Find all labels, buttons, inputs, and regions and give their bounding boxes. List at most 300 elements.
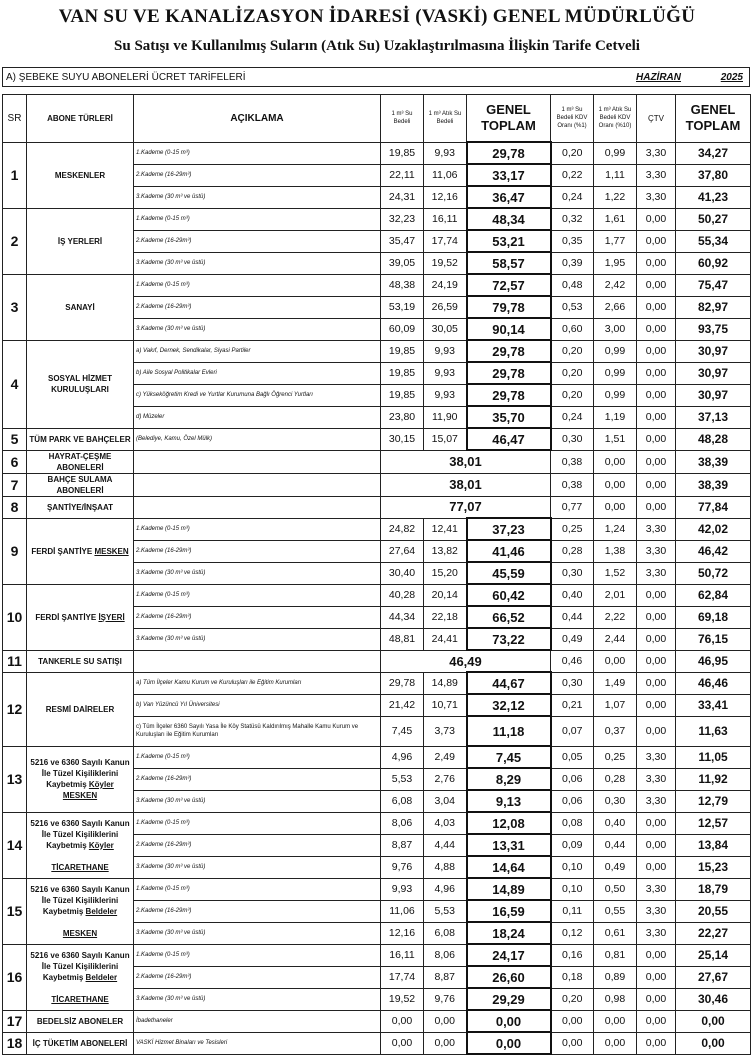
description: a) Tüm İlçeler Kamu Kurum ve Kuruluşları ile Eğitim Kurumları xyxy=(134,672,381,694)
total-price: 32,12 xyxy=(467,694,551,716)
ctv-value: 0,00 xyxy=(637,473,676,496)
water-price: 8,87 xyxy=(381,834,424,856)
total-price: 33,17 xyxy=(467,164,551,186)
water-price: 48,81 xyxy=(381,628,424,650)
table-row xyxy=(3,746,751,768)
total-price: 26,60 xyxy=(467,966,551,988)
ctv-value: 0,00 xyxy=(637,1010,676,1032)
total-price: 58,57 xyxy=(467,252,551,274)
wastewater-price: 13,82 xyxy=(424,540,467,562)
total-price: 12,08 xyxy=(467,812,551,834)
water-price: 7,45 xyxy=(381,716,424,746)
total-price: 48,34 xyxy=(467,208,551,230)
header-sr: SR xyxy=(3,95,27,143)
subscriber-type-line: 5216 ve 6360 Sayılı Kanun xyxy=(30,950,130,960)
kdv10-value: 0,55 xyxy=(594,900,637,922)
kdv10-value: 0,81 xyxy=(594,944,637,966)
water-price: 27,64 xyxy=(381,540,424,562)
description: 1.Kademe (0-15 m³) xyxy=(134,878,381,900)
kdv10-value: 0,37 xyxy=(594,716,637,746)
ctv-value: 0,00 xyxy=(637,230,676,252)
ctv-value: 3,30 xyxy=(637,746,676,768)
subscriber-type-line: SOSYAL HİZMET xyxy=(47,374,112,383)
water-price: 4,96 xyxy=(381,746,424,768)
kdv1-value: 0,20 xyxy=(551,362,594,384)
total-merged: 77,07 xyxy=(381,496,551,518)
description: 1.Kademe (0-15 m³) xyxy=(134,518,381,540)
table-row xyxy=(3,428,751,450)
description: (Belediye, Kamu, Özel Mülk) xyxy=(134,428,381,450)
ctv-value: 0,00 xyxy=(637,944,676,966)
water-price: 35,47 xyxy=(381,230,424,252)
description: 2.Kademe (16-29m³) xyxy=(134,768,381,790)
subscriber-type-line: SANAYİ xyxy=(65,302,95,312)
header-wastewater: 1 m³ Atık Su Bedeli xyxy=(424,95,467,143)
water-price: 40,28 xyxy=(381,584,424,606)
grand-total: 20,55 xyxy=(676,900,751,922)
total-price: 53,21 xyxy=(467,230,551,252)
total-price: 29,78 xyxy=(467,384,551,406)
kdv1-value: 0,10 xyxy=(551,856,594,878)
grand-total: 25,14 xyxy=(676,944,751,966)
total-price: 29,78 xyxy=(467,340,551,362)
row-number: 13 xyxy=(3,746,27,812)
description: 1.Kademe (0-15 m³) xyxy=(134,208,381,230)
water-price: 29,78 xyxy=(381,672,424,694)
description: 2.Kademe (16-29m³) xyxy=(134,834,381,856)
total-price: 0,00 xyxy=(467,1032,551,1054)
kdv1-value: 0,20 xyxy=(551,384,594,406)
total-price: 60,42 xyxy=(467,584,551,606)
subscriber-type-line: Beldeler xyxy=(85,972,118,982)
subscriber-type-line: 5216 ve 6360 Sayılı Kanun xyxy=(30,758,130,767)
water-price: 19,85 xyxy=(381,340,424,362)
water-price: 24,82 xyxy=(381,518,424,540)
total-price: 8,29 xyxy=(467,768,551,790)
description: c) Yükseköğretim Kredi ve Yurtlar Kurumuna Bağlı Öğrenci Yurtları xyxy=(134,384,381,406)
ctv-value: 0,00 xyxy=(637,650,676,672)
total-price: 35,70 xyxy=(467,406,551,428)
total-price: 41,46 xyxy=(467,540,551,562)
kdv10-value: 1,19 xyxy=(594,406,637,428)
total-merged: 46,49 xyxy=(381,650,551,672)
ctv-value: 0,00 xyxy=(637,274,676,296)
ctv-value: 0,00 xyxy=(637,584,676,606)
section-year: 2025 xyxy=(720,72,743,83)
total-price: 18,24 xyxy=(467,922,551,944)
subscriber-type-line: RESMİ DAİRELER xyxy=(45,704,115,714)
wastewater-price: 12,41 xyxy=(424,518,467,540)
kdv1-value: 0,30 xyxy=(551,562,594,584)
description xyxy=(134,650,381,672)
subscriber-type xyxy=(27,672,134,746)
section-month: HAZİRAN xyxy=(636,72,681,83)
water-price: 39,05 xyxy=(381,252,424,274)
kdv1-value: 0,18 xyxy=(551,966,594,988)
description: b) Van Yüzüncü Yıl Üniversitesi xyxy=(134,694,381,716)
description xyxy=(134,496,381,518)
grand-total: 37,80 xyxy=(676,164,751,186)
subscriber-type-line: İŞ YERLERİ xyxy=(57,236,103,246)
kdv1-value: 0,28 xyxy=(551,540,594,562)
kdv10-value: 1,24 xyxy=(594,518,637,540)
row-number: 15 xyxy=(3,878,27,944)
kdv1-value: 0,20 xyxy=(551,340,594,362)
wastewater-price: 5,53 xyxy=(424,900,467,922)
grand-total: 93,75 xyxy=(676,318,751,340)
table-row xyxy=(3,142,751,164)
table-row xyxy=(3,878,751,900)
subscriber-type-line: İle Tüzel Kişiliklerini xyxy=(41,769,119,778)
kdv1-value: 0,30 xyxy=(551,428,594,450)
wastewater-price: 8,06 xyxy=(424,944,467,966)
kdv10-value: 0,00 xyxy=(594,650,637,672)
table-row xyxy=(3,208,751,230)
ctv-value: 0,00 xyxy=(637,362,676,384)
ctv-value: 0,00 xyxy=(637,252,676,274)
total-price: 44,67 xyxy=(467,672,551,694)
document-title: VAN SU VE KANALİZASYON İDARESİ (VASKİ) GENEL MÜDÜRLÜĞÜ xyxy=(58,6,696,27)
table-row xyxy=(3,274,751,296)
total-merged: 38,01 xyxy=(381,450,551,473)
kdv1-value: 0,06 xyxy=(551,768,594,790)
ctv-value: 3,30 xyxy=(637,900,676,922)
subscriber-type xyxy=(27,340,134,428)
subscriber-type xyxy=(27,450,134,473)
row-number: 5 xyxy=(3,428,27,450)
kdv1-value: 0,10 xyxy=(551,878,594,900)
wastewater-price: 10,71 xyxy=(424,694,467,716)
kdv10-value: 0,40 xyxy=(594,812,637,834)
ctv-value: 0,00 xyxy=(637,966,676,988)
wastewater-price: 0,00 xyxy=(424,1032,467,1054)
grand-total: 38,39 xyxy=(676,450,751,473)
water-price: 24,31 xyxy=(381,186,424,208)
header-kdv1: 1 m³ Su Bedeli KDV Oranı (%1) xyxy=(551,95,594,143)
wastewater-price: 12,16 xyxy=(424,186,467,208)
grand-total: 46,46 xyxy=(676,672,751,694)
kdv1-value: 0,38 xyxy=(551,450,594,473)
row-number: 7 xyxy=(3,473,27,496)
wastewater-price: 30,05 xyxy=(424,318,467,340)
grand-total: 30,97 xyxy=(676,384,751,406)
kdv10-value: 0,99 xyxy=(594,340,637,362)
table-row xyxy=(3,518,751,540)
kdv1-value: 0,32 xyxy=(551,208,594,230)
kdv1-value: 0,25 xyxy=(551,518,594,540)
wastewater-price: 0,00 xyxy=(424,1010,467,1032)
ctv-value: 0,00 xyxy=(637,988,676,1010)
kdv10-value: 1,11 xyxy=(594,164,637,186)
description: a) Vakıf, Dernek, Sendikalar, Siyasi Partiler xyxy=(134,340,381,362)
subscriber-type-line: Kaybetmiş xyxy=(42,972,86,982)
subscriber-type-line: Köyler xyxy=(88,840,114,850)
subscriber-type-line: İle Tüzel Kişiliklerini xyxy=(41,895,119,905)
total-price: 37,23 xyxy=(467,518,551,540)
grand-total: 27,67 xyxy=(676,966,751,988)
wastewater-price: 3,73 xyxy=(424,716,467,746)
kdv1-value: 0,44 xyxy=(551,606,594,628)
description: 1.Kademe (0-15 m³) xyxy=(134,142,381,164)
description: 1.Kademe (0-15 m³) xyxy=(134,944,381,966)
wastewater-price: 9,93 xyxy=(424,384,467,406)
kdv1-value: 0,46 xyxy=(551,650,594,672)
kdv1-value: 0,60 xyxy=(551,318,594,340)
description: 2.Kademe (16-29m³) xyxy=(134,900,381,922)
kdv10-value: 0,89 xyxy=(594,966,637,988)
kdv10-value: 2,42 xyxy=(594,274,637,296)
description: 2.Kademe (16-29m³) xyxy=(134,540,381,562)
description xyxy=(134,450,381,473)
subscriber-type-line: FERDİ ŞANTİYE xyxy=(31,546,95,556)
subscriber-type xyxy=(27,1010,134,1032)
water-price: 9,93 xyxy=(381,878,424,900)
subscriber-type-line: MESKEN xyxy=(94,546,129,556)
subscriber-type xyxy=(27,518,134,584)
kdv10-value: 0,00 xyxy=(594,1032,637,1054)
ctv-value: 3,30 xyxy=(637,164,676,186)
subscriber-type-line: İle Tüzel Kişiliklerini xyxy=(41,829,119,839)
description: b) Aile Sosyal Politikalar Evleri xyxy=(134,362,381,384)
wastewater-price: 16,11 xyxy=(424,208,467,230)
wastewater-price: 4,03 xyxy=(424,812,467,834)
water-price: 8,06 xyxy=(381,812,424,834)
water-price: 11,06 xyxy=(381,900,424,922)
ctv-value: 3,30 xyxy=(637,540,676,562)
grand-total: 11,63 xyxy=(676,716,751,746)
total-price: 7,45 xyxy=(467,746,551,768)
description: 2.Kademe (16-29m³) xyxy=(134,966,381,988)
header-type: ABONE TÜRLERİ xyxy=(27,95,134,143)
kdv1-value: 0,09 xyxy=(551,834,594,856)
subscriber-type xyxy=(27,496,134,518)
kdv1-value: 0,11 xyxy=(551,900,594,922)
table-row xyxy=(3,944,751,966)
grand-total: 22,27 xyxy=(676,922,751,944)
row-number: 4 xyxy=(3,340,27,428)
kdv1-value: 0,77 xyxy=(551,496,594,518)
water-price: 5,53 xyxy=(381,768,424,790)
total-price: 14,64 xyxy=(467,856,551,878)
grand-total: 46,95 xyxy=(676,650,751,672)
subscriber-type-line: ABONELERİ xyxy=(56,462,104,472)
subscriber-type xyxy=(27,944,134,1010)
total-price: 73,22 xyxy=(467,628,551,650)
kdv10-value: 1,77 xyxy=(594,230,637,252)
kdv1-value: 0,08 xyxy=(551,812,594,834)
ctv-value: 3,30 xyxy=(637,878,676,900)
table-row xyxy=(3,584,751,606)
subscriber-type xyxy=(27,208,134,274)
grand-total: 18,79 xyxy=(676,878,751,900)
wastewater-price: 4,88 xyxy=(424,856,467,878)
water-price: 17,74 xyxy=(381,966,424,988)
total-price: 24,17 xyxy=(467,944,551,966)
water-price: 23,80 xyxy=(381,406,424,428)
ctv-value: 3,30 xyxy=(637,142,676,164)
kdv1-value: 0,24 xyxy=(551,186,594,208)
table-row xyxy=(3,340,751,362)
kdv1-value: 0,05 xyxy=(551,746,594,768)
kdv10-value: 0,28 xyxy=(594,768,637,790)
wastewater-price: 11,06 xyxy=(424,164,467,186)
water-price: 12,16 xyxy=(381,922,424,944)
table-row xyxy=(3,1010,751,1032)
total-merged: 38,01 xyxy=(381,473,551,496)
table-row xyxy=(3,1032,751,1054)
row-number: 8 xyxy=(3,496,27,518)
kdv10-value: 1,52 xyxy=(594,562,637,584)
grand-total: 30,97 xyxy=(676,362,751,384)
ctv-value: 0,00 xyxy=(637,208,676,230)
description: 2.Kademe (16-29m³) xyxy=(134,164,381,186)
subscriber-type-line: Köyler MESKEN xyxy=(62,780,114,800)
description: d) Müzeler xyxy=(134,406,381,428)
water-price: 30,15 xyxy=(381,428,424,450)
table-row xyxy=(3,672,751,694)
kdv10-value: 1,95 xyxy=(594,252,637,274)
grand-total: 11,92 xyxy=(676,768,751,790)
kdv10-value: 2,44 xyxy=(594,628,637,650)
total-price: 13,31 xyxy=(467,834,551,856)
kdv1-value: 0,00 xyxy=(551,1032,594,1054)
kdv10-value: 0,99 xyxy=(594,384,637,406)
grand-total: 0,00 xyxy=(676,1010,751,1032)
grand-total: 33,41 xyxy=(676,694,751,716)
subscriber-type xyxy=(27,878,134,944)
subscriber-type-line: 5216 ve 6360 Sayılı Kanun xyxy=(30,884,130,894)
header-ctv: ÇTV xyxy=(637,95,676,143)
kdv1-value: 0,30 xyxy=(551,672,594,694)
subscriber-type-line: MESKEN xyxy=(62,928,98,938)
header-kdv10: 1 m³ Atık Su Bedeli KDV Oranı (%10) xyxy=(594,95,637,143)
subscriber-type xyxy=(27,473,134,496)
kdv10-value: 1,51 xyxy=(594,428,637,450)
kdv1-value: 0,00 xyxy=(551,1010,594,1032)
total-price: 90,14 xyxy=(467,318,551,340)
description: 3.Kademe (30 m³ ve üstü) xyxy=(134,628,381,650)
row-number: 10 xyxy=(3,584,27,650)
subscriber-type xyxy=(27,1032,134,1054)
row-number: 14 xyxy=(3,812,27,878)
wastewater-price: 9,93 xyxy=(424,142,467,164)
kdv1-value: 0,20 xyxy=(551,988,594,1010)
kdv10-value: 1,38 xyxy=(594,540,637,562)
table-header-row xyxy=(3,95,751,143)
kdv10-value: 0,00 xyxy=(594,496,637,518)
subscriber-type xyxy=(27,274,134,340)
description: 2.Kademe (16-29m³) xyxy=(134,230,381,252)
grand-total: 46,42 xyxy=(676,540,751,562)
grand-total: 50,27 xyxy=(676,208,751,230)
total-price: 0,00 xyxy=(467,1010,551,1032)
subscriber-type-line: FERDİ ŞANTİYE xyxy=(35,612,99,622)
grand-total: 38,39 xyxy=(676,473,751,496)
kdv1-value: 0,22 xyxy=(551,164,594,186)
water-price: 30,40 xyxy=(381,562,424,584)
kdv1-value: 0,49 xyxy=(551,628,594,650)
subscriber-type-line: İle Tüzel Kişiliklerini xyxy=(41,961,119,971)
grand-total: 42,02 xyxy=(676,518,751,540)
row-number: 2 xyxy=(3,208,27,274)
subscriber-type xyxy=(27,428,134,450)
wastewater-price: 4,44 xyxy=(424,834,467,856)
wastewater-price: 6,08 xyxy=(424,922,467,944)
description: 1.Kademe (0-15 m³) xyxy=(134,812,381,834)
kdv1-value: 0,35 xyxy=(551,230,594,252)
kdv10-value: 1,22 xyxy=(594,186,637,208)
row-number: 6 xyxy=(3,450,27,473)
grand-total: 76,15 xyxy=(676,628,751,650)
kdv1-value: 0,07 xyxy=(551,716,594,746)
kdv10-value: 1,61 xyxy=(594,208,637,230)
kdv10-value: 0,50 xyxy=(594,878,637,900)
ctv-value: 0,00 xyxy=(637,496,676,518)
wastewater-price: 9,76 xyxy=(424,988,467,1010)
kdv10-value: 2,01 xyxy=(594,584,637,606)
total-price: 29,78 xyxy=(467,142,551,164)
grand-total: 11,05 xyxy=(676,746,751,768)
subscriber-type-line: KURULUŞLARI xyxy=(51,385,109,394)
subscriber-type-line: HAYRAT-ÇEŞME xyxy=(48,451,112,461)
total-price: 29,78 xyxy=(467,362,551,384)
kdv10-value: 2,66 xyxy=(594,296,637,318)
subscriber-type-line: TANKERLE SU SATIŞI xyxy=(38,656,122,666)
ctv-value: 0,00 xyxy=(637,834,676,856)
grand-total: 12,57 xyxy=(676,812,751,834)
kdv1-value: 0,06 xyxy=(551,790,594,812)
water-price: 22,11 xyxy=(381,164,424,186)
subscriber-type xyxy=(27,650,134,672)
description: 3.Kademe (30 m³ ve üstü) xyxy=(134,922,381,944)
wastewater-price: 15,20 xyxy=(424,562,467,584)
grand-total: 0,00 xyxy=(676,1032,751,1054)
ctv-value: 0,00 xyxy=(637,318,676,340)
row-number: 18 xyxy=(3,1032,27,1054)
table-row xyxy=(3,496,751,518)
grand-total: 82,97 xyxy=(676,296,751,318)
ctv-value: 0,00 xyxy=(637,812,676,834)
water-price: 19,85 xyxy=(381,384,424,406)
water-price: 16,11 xyxy=(381,944,424,966)
row-number: 11 xyxy=(3,650,27,672)
kdv10-value: 0,25 xyxy=(594,746,637,768)
row-number: 12 xyxy=(3,672,27,746)
header-grand-total: GENEL TOPLAM xyxy=(676,95,751,143)
tariff-table xyxy=(2,94,751,1055)
grand-total: 50,72 xyxy=(676,562,751,584)
header-description: AÇIKLAMA xyxy=(134,95,381,143)
section-label: A) ŞEBEKE SUYU ABONELERİ ÜCRET TARİFELERİ xyxy=(6,72,246,83)
subscriber-type xyxy=(27,746,134,812)
water-price: 21,42 xyxy=(381,694,424,716)
kdv10-value: 0,00 xyxy=(594,473,637,496)
kdv1-value: 0,24 xyxy=(551,406,594,428)
ctv-value: 0,00 xyxy=(637,606,676,628)
wastewater-price: 2,49 xyxy=(424,746,467,768)
header-water: 1 m³ Su Bedeli xyxy=(381,95,424,143)
wastewater-price: 15,07 xyxy=(424,428,467,450)
description: 3.Kademe (30 m³ ve üstü) xyxy=(134,318,381,340)
grand-total: 34,27 xyxy=(676,142,751,164)
kdv10-value: 0,99 xyxy=(594,362,637,384)
ctv-value: 3,30 xyxy=(637,186,676,208)
grand-total: 60,92 xyxy=(676,252,751,274)
total-price: 14,89 xyxy=(467,878,551,900)
water-price: 32,23 xyxy=(381,208,424,230)
subscriber-type-line: MESKENLER xyxy=(54,170,106,180)
description: 3.Kademe (30 m³ ve üstü) xyxy=(134,790,381,812)
